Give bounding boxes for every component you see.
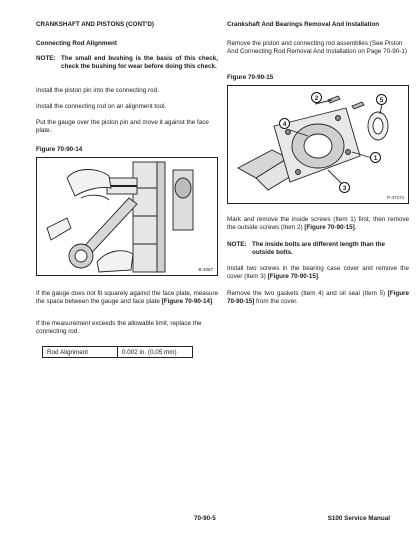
subsection-title: Connecting Rod Alignment xyxy=(36,40,117,47)
figure-reference: [Figure 70-90-14] xyxy=(161,298,213,306)
figure-connecting-rod-alignment xyxy=(36,157,218,276)
note-text: The small end bushing is the basis of this check, check the bushing for wear before doing this check. xyxy=(61,55,218,71)
paragraph: Install the connecting rod on an alignment tool. xyxy=(36,103,167,110)
section-title: CRANKSHAFT AND PISTONS (CONT'D) xyxy=(36,21,154,28)
note xyxy=(36,55,218,71)
note-label: NOTE: xyxy=(36,55,56,62)
figure-reference: [Figure 70-90-15] xyxy=(227,290,410,306)
spec-label: Rod Alignment xyxy=(43,347,118,358)
paragraph: Remove the piston and connecting rod assemblies (See Piston And Connecting Rod Removal And Installation on Page 70-90-1) xyxy=(227,40,407,56)
spec-table xyxy=(42,346,193,358)
note xyxy=(227,241,409,257)
paragraph: Put the gauge over the piston pin and move it against the face plate. xyxy=(36,119,209,135)
callout-item: 2 xyxy=(311,92,322,103)
figure-label: Figure 70-90-15 xyxy=(227,74,274,81)
callout-item: 5 xyxy=(376,94,387,105)
figure-crankshaft-bearing-cover xyxy=(227,85,409,204)
paragraph: Mark and remove the inside screws (Item 1) first, then remove the outside screws (Item 2) [Figure 70-90-15]. xyxy=(227,216,409,232)
page-number: 70-90-5 xyxy=(194,515,216,522)
figure-reference: [Figure 70-90-15] xyxy=(267,273,318,281)
figure-id: B-4067 xyxy=(198,267,213,272)
figure-label: Figure 70-90-14 xyxy=(36,146,83,153)
alignment-tool-illustration xyxy=(37,158,218,276)
callout-item: 4 xyxy=(279,118,290,129)
callout-item: 1 xyxy=(370,152,381,163)
paragraph: If the gauge does not fit squarely against the face plate, measure the space between the gauge and face plate [Figure 70-90-14]. xyxy=(36,290,218,306)
section-title: Crankshaft And Bearings Removal And Installation xyxy=(227,21,380,28)
paragraph: Remove the two gaskets (Item 4) and oil seal (Item 5) [Figure 70-90-15] from the cover. xyxy=(227,290,410,306)
spec-value: 0.002 in. (0,05 mm) xyxy=(118,347,193,358)
callout-item: 3 xyxy=(339,182,350,193)
note-text: The inside bolts are different length than the outside bolts. xyxy=(252,241,385,257)
paragraph: If the measurement exceeds the allowable limit, replace the connecting rod. xyxy=(36,320,202,336)
paragraph: Install the piston pin into the connecting rod. xyxy=(36,87,159,94)
table-row xyxy=(43,347,193,358)
note-label: NOTE: xyxy=(227,241,247,248)
paragraph: Install two screws in the bearing case cover and remove the cover (Item 3) [Figure 70-90-15]. xyxy=(227,265,409,281)
figure-reference: [Figure 70-90-15] xyxy=(304,224,355,232)
manual-title: S100 Service Manual xyxy=(327,515,390,522)
figure-id: P-47274 xyxy=(386,195,404,200)
